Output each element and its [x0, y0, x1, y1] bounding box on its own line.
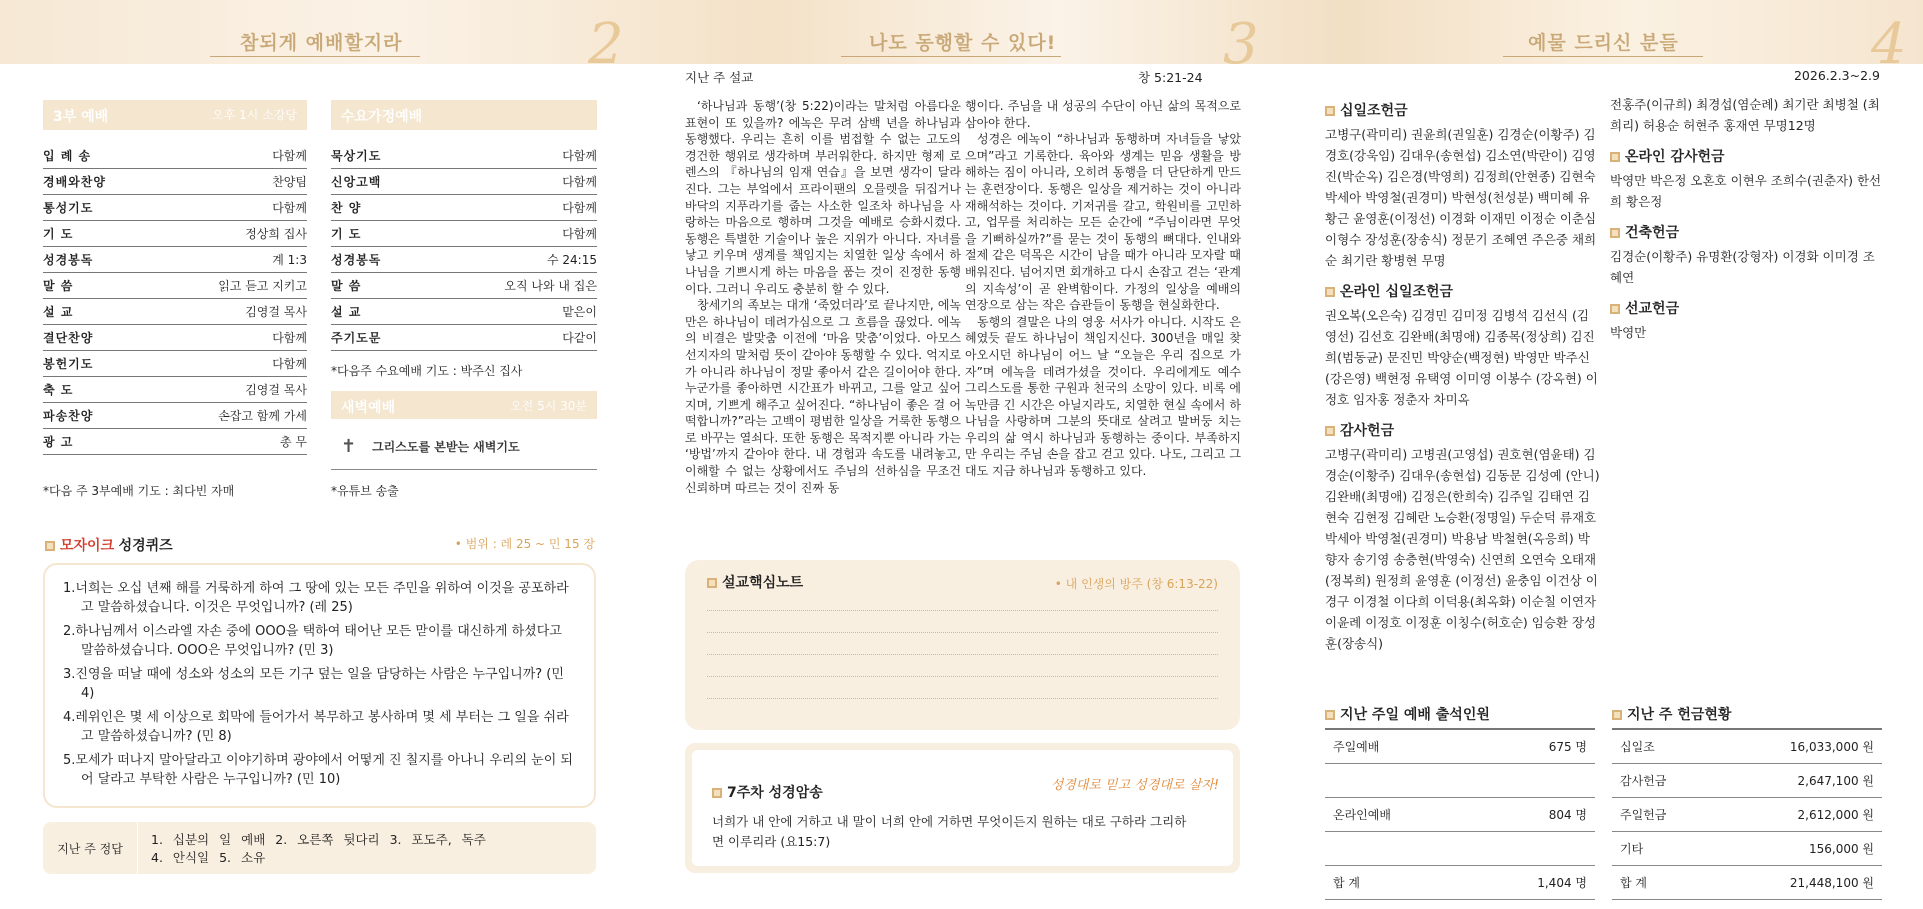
note-line — [707, 632, 1218, 633]
memory-verse-box — [685, 743, 1240, 873]
offering-group-heading — [1610, 146, 1885, 166]
offering-stats-title: 지난 주 헌금현황 — [1627, 707, 1732, 723]
offering-group-title: 온라인 감사헌금 — [1625, 149, 1725, 165]
memory-title: 7주차 성경암송 — [727, 785, 823, 801]
offering-group-title: 감사헌금 — [1340, 423, 1395, 439]
quiz-box — [43, 563, 596, 808]
offering-names: 박영만 박은정 오혼호 이현우 조희수(권춘자) 한선희 황은정 — [1610, 173, 1882, 209]
order-value: 찬양팀 — [272, 175, 307, 189]
attendance-title: 지난 주일 예배 출석인원 — [1340, 707, 1490, 723]
wednesday-note: *다음주 수요예배 기도 : 박주신 집사 — [331, 364, 523, 378]
order-value: 읽고 듣고 지키고 — [218, 279, 307, 293]
quiz-title-group — [45, 535, 173, 555]
order-row — [331, 273, 597, 299]
stat-row — [1325, 832, 1595, 866]
quiz-brand: 모자이크 — [60, 538, 115, 554]
page-title: 예물 드리신 분들 — [1528, 32, 1679, 54]
order-row — [43, 299, 307, 325]
square-bullet-icon — [1610, 152, 1620, 162]
offering-names: 고병구(곽미리) 권윤희(권일훈) 김경순(이황주) 김경호(강욱임) 김대우(송현섭) 김소연(박란이) 김영진(박순옥) 김은경(박영희) 김정희(안현종) 김현숙 박세아 박영철(권경미) 박현성(천성분) 백미혜 유황근 윤영훈(이정선) 이경화 이재민 이정순 이춘심 이형수 장성훈(장송식) 정문기 조혜연 주은중 채희순 최기란 황병현 무명 — [1325, 127, 1597, 268]
offering-table — [1612, 728, 1882, 900]
offering-group-title: 십일조헌금 — [1340, 103, 1408, 119]
sermon-paragraph: ‘하나님과 동행’(창 5:22)이라는 말처럼 아름다운 표현이 또 있을까? 에녹은 무려 삼백 년을 하나님과 동행했다. 우리는 흔히 이를 범접할 수 없는 고도의 경건한 행위로 생각하며 부러워한다. 하지만 형제 로렌스의 『하나님의 임재 연습』을 보면 생각이 달라진다. 그는 부엌에서 프라이팬의 오믈렛을 뒤집거나 바닥의 지푸라기를 줍는 사소한 일조차 하나님을 사랑하는 마음으로 행하며 그것을 예배로 승화시켰다. 동행은 특별한 기술이나 높은 지위가 아니다. 자녀를 낳고 키우며 생계를 책임지는 치열한 일상 속에서 하나님을 기쁘시게 하는 마음을 품는 것이 진정한 동행이다. 그러니 우리도 충분히 할 수 있다. — [685, 99, 961, 296]
page-title: 참되게 예배할지라 — [240, 32, 403, 54]
square-bullet-icon — [1610, 304, 1620, 314]
memory-verse-inner — [692, 750, 1233, 866]
order-row — [43, 403, 307, 429]
dawn-logo — [331, 424, 597, 470]
order-value: 다함께 — [272, 201, 307, 215]
order-row — [43, 325, 307, 351]
order-label: 경배와찬양 — [43, 175, 106, 189]
note-line — [707, 610, 1218, 611]
stat-label: 합 계 — [1333, 876, 1360, 890]
stat-row — [1325, 764, 1595, 798]
answers-line-1: 1. 십분의 일 예배 2. 오른쪽 뒷다리 3. 포도주, 독주 — [151, 832, 486, 847]
title-underline — [210, 56, 420, 57]
order-value: 다함께 — [562, 201, 597, 215]
offering-group-heading — [1325, 100, 1600, 120]
dawn-time: 오전 5시 30분 — [510, 399, 587, 413]
wednesday-header — [331, 100, 597, 130]
stat-row — [1612, 764, 1882, 798]
service3-title: 3부 예배 — [53, 109, 109, 125]
stat-label: 십일조 — [1620, 740, 1655, 754]
square-bullet-icon — [1325, 106, 1335, 116]
answer-label: 지난 주 정답 — [43, 822, 138, 874]
offering-column-2 — [1610, 94, 1885, 353]
notes-title: 설교핵심노트 — [722, 575, 804, 591]
stat-row — [1612, 866, 1882, 900]
order-value: 다함께 — [272, 149, 307, 163]
wednesday-order — [331, 143, 597, 351]
order-label: 봉헌기도 — [43, 357, 94, 371]
order-row — [43, 169, 307, 195]
order-row — [43, 351, 307, 377]
quiz-question: 4.레위인은 몇 세 이상으로 회막에 들어가서 복무하고 봉사하며 몇 세 부터는 그 일을 쉬라고 말씀하셨습니까? (민 8) — [63, 710, 569, 744]
offering-group-heading — [1325, 420, 1600, 440]
dawn-logo-text: 그리스도를 본받는 새벽기도 — [372, 440, 520, 454]
service3-note: *다음 주 3부예배 기도 : 최다빈 자매 — [43, 484, 235, 498]
attendance-table — [1325, 728, 1595, 900]
order-row — [43, 273, 307, 299]
stat-value: 2,647,100 원 — [1797, 774, 1874, 788]
wednesday-title: 수요가정예배 — [341, 109, 423, 125]
order-label: 찬 양 — [331, 201, 362, 215]
page-2-worship — [0, 0, 640, 909]
order-row — [43, 429, 307, 455]
stat-label: 기타 — [1620, 842, 1644, 856]
offering-group-heading — [1610, 298, 1885, 318]
square-bullet-icon — [1325, 426, 1335, 436]
stat-row — [1325, 798, 1595, 832]
notes-title-group — [707, 572, 803, 592]
stat-label: 온라인예배 — [1333, 808, 1391, 822]
memory-title-group — [712, 782, 823, 802]
square-bullet-icon — [712, 788, 722, 798]
sermon-paragraph: 동행의 결말은 나의 영웅 서사가 아니다. 시작도 은혜였듯 끝도 하나님이 책임지신다. 300년을 매일 찾아오시던 하나님이 어느 날 “오늘은 우리 집으로 가자”며 에녹을 데려가셨을 것이다. 우리에게도 예수 그리스도를 통한 구원과 천국의 소망이 있다. 비록 에녹만큼 긴 시간은 아닐지라도, 치열한 현실 속에서 하나님을 사랑하며 그분의 뜻대로 살려고 발버둥 치는 우리의 삶 역시 하나님과 동행하는 중이다. 부족하지만 우리는 주님 손을 잡고 걷고 있다. 나도, 그리고 그대도 지금 하나님과 동행하고 있다. — [965, 314, 1241, 479]
order-row — [331, 195, 597, 221]
order-row — [331, 143, 597, 169]
order-label: 말 씀 — [43, 279, 74, 293]
stat-value: 1,404 명 — [1537, 876, 1587, 890]
quiz-question: 5.모세가 떠나지 말아달라고 이야기하며 광야에서 어떻게 진 칠지를 아나니 우리의 눈이 되어 달라고 부탁한 사람은 누구입니까? (민 10) — [63, 753, 573, 787]
dawn-note: *유튜브 송출 — [331, 484, 399, 498]
note-line — [707, 698, 1218, 699]
order-row — [43, 377, 307, 403]
offering-names: 고병구(곽미리) 고병권(고영섭) 권호현(염윤태) 김경순(이황주) 김대우(송현섭) 김동문 김성예 (안니) 김완배(최명애) 김정은(한희숙) 김주일 김태연 김현숙 김현정 김혜란 노승환(정명일) 두순덕 류재호 박세아 박영철(권경미) 박용남 박철현(옥응희) 박향자 송기영 송층현(박영숙) 신연희 오연숙 오태재(정복희) 원정희 윤영훈 (이정선) 윤충임 이건상 이경구 이경철 이다희 이덕용(최옥화) 이순칠 이연자 이윤례 이정호 이정훈 이칭수(허호순) 임승환 장성훈(장송식) — [1325, 447, 1600, 651]
order-row — [331, 325, 597, 351]
offering-names: 김경순(이황주) 유명환(강형자) 이경화 이미경 조혜연 — [1610, 249, 1875, 285]
square-bullet-icon — [707, 578, 717, 588]
sermon-label: 지난 주 설교 — [685, 70, 754, 85]
stat-label: 주일헌금 — [1620, 808, 1667, 822]
service3-order — [43, 143, 307, 455]
sermon-column-2 — [965, 98, 1241, 480]
offering-names: 전홍주(이규희) 최경섭(염순례) 최기란 최병철 (최희리) 허용순 허현주 홍재연 무명12명 — [1610, 97, 1880, 133]
offering-stats-title-group — [1612, 704, 1731, 724]
order-label: 결단찬양 — [43, 331, 94, 345]
stat-value: 804 명 — [1548, 808, 1587, 822]
title-underline — [1503, 56, 1703, 57]
page-number: 3 — [1223, 12, 1259, 77]
stat-value: 2,612,000 원 — [1797, 808, 1874, 822]
sermon-paragraph: 행이다. 주님을 내 성공의 수단이 아닌 삶의 목적으로 삼아야 한다. — [965, 99, 1241, 130]
offering-group-heading — [1610, 222, 1885, 242]
order-value: 계 1:3 — [272, 253, 307, 267]
order-value: 정상희 집사 — [245, 227, 307, 241]
memory-verse-line-1: 너희가 내 안에 거하고 내 말이 너희 안에 거하면 무엇이든지 원하는 대로 구하라 그리하 — [712, 814, 1187, 829]
offering-group-title: 온라인 십일조헌금 — [1340, 284, 1454, 300]
square-bullet-icon — [1612, 710, 1622, 720]
square-bullet-icon — [1325, 287, 1335, 297]
order-value: 오직 나와 내 집은 — [504, 279, 597, 293]
sermon-column-1 — [685, 98, 961, 496]
order-row — [43, 247, 307, 273]
order-value: 다같이 — [562, 331, 597, 345]
page-number: 2 — [588, 12, 624, 77]
order-label: 성경봉독 — [43, 253, 94, 267]
order-label: 광 고 — [43, 435, 74, 449]
offering-date: 2026.2.3~2.9 — [1793, 68, 1880, 83]
order-value: 수 24:15 — [547, 253, 597, 267]
sermon-paragraph: 창세기의 족보는 대개 ‘죽었더라’로 끝나지만, 에녹만은 하나님이 데려가심으로 그 흐름을 끊었다. 에녹의 비결은 발맞춤 이전에 ‘마음 맞춤’이었다. 아모스 선지자의 말처럼 뜻이 같아야 동행할 수 있다. 억지로가 아니라 하나님이 정말 좋아서 같은 길이어야 한다. 누군가를 좋아하면 시간표가 바뀌고, 그를 알고 싶어지며, 기쁘게 해주고 싶어진다. “하나님이 좋은 걸 어떡합니까?”라는 고백이 평범한 일상을 거룩한 동행으로 바꾸는 열쇠다. 또한 동행은 목적지뿐 아니라 가는 ‘방법’까지 같아야 한다. 내 경험과 속도를 내려놓고, 이해할 수 없는 상황에서도 주님의 선하심을 무조건 신뢰하며 따르는 것이 진짜 동 — [685, 298, 961, 495]
attendance-title-group — [1325, 704, 1490, 724]
dawn-title: 새벽예배 — [341, 400, 396, 416]
square-bullet-icon — [1325, 710, 1335, 720]
order-label: 입 례 송 — [43, 149, 92, 163]
order-row — [331, 299, 597, 325]
offering-group-title: 선교헌금 — [1625, 301, 1680, 317]
stat-value: 16,033,000 원 — [1789, 740, 1874, 754]
note-line — [707, 676, 1218, 677]
order-row — [43, 195, 307, 221]
note-line — [707, 654, 1218, 655]
stat-label: 합 계 — [1620, 876, 1647, 890]
order-label: 주기도문 — [331, 331, 382, 345]
order-row — [331, 247, 597, 273]
stat-label: 주일예배 — [1333, 740, 1380, 754]
sermon-reference: 창 5:21-24 — [1138, 70, 1203, 85]
offering-group-heading — [1325, 281, 1600, 301]
order-value: 총 무 — [280, 435, 307, 449]
memory-tagline: 성경대로 믿고 성경대로 살자! — [1050, 778, 1219, 793]
order-value: 맡은이 — [562, 305, 597, 319]
notes-sub: • 내 인생의 방주 (창 6:13-22) — [1054, 577, 1218, 591]
order-label: 기 도 — [331, 227, 362, 241]
order-label: 묵상기도 — [331, 149, 382, 163]
quiz-range: • 범위 : 레 25 ~ 민 15 장 — [454, 537, 595, 551]
offering-group-title: 건축헌금 — [1625, 225, 1680, 241]
order-label: 기 도 — [43, 227, 74, 241]
order-row — [331, 169, 597, 195]
page-title: 나도 동행할 수 있다! — [869, 32, 1057, 54]
order-row — [331, 221, 597, 247]
sermon-paragraph: 성경은 에녹이 “하나님과 동행하며 자녀들을 낳았으며”라고 기록한다. 육아와 생계는 믿음 생활을 방해하는 짐이 아니라, 오히려 동행을 더 단단하게 만드는 훈련장이다. 동행은 일상을 제거하는 것이 아니라 재해석하는 것이다. 기저귀를 갈고, 학원비를 고민하고, 업무를 처리하는 모든 순간에 “주님이라면 무엇을 기뻐하실까?”를 묻는 것이 동행의 뼈대다. 인내와 절제 같은 덕목은 시간이 남을 때가 아니라 모자랄 때 배워진다. 넘어지면 회개하고 다시 손잡고 걷는 ‘관계의 지속성’이 곧 완벽함이다. 가정의 일상을 예배의 연장으로 삼는 작은 습관들이 동행을 현실화한다. — [965, 132, 1241, 313]
sermon-notes-box — [685, 560, 1240, 730]
service3-time: 오후 1시 소강당 — [212, 108, 297, 122]
page-number: 4 — [1871, 12, 1907, 77]
order-value: 다함께 — [562, 227, 597, 241]
order-label: 축 도 — [43, 383, 74, 397]
quiz-title: 성경퀴즈 — [118, 538, 173, 554]
stat-value: 675 명 — [1548, 740, 1587, 754]
order-value: 김영걸 목사 — [245, 305, 307, 319]
service3-header — [43, 100, 307, 130]
title-underline — [841, 56, 1061, 57]
quiz-question: 3.진영을 떠날 때에 성소와 성소의 모든 기구 덮는 일을 담당하는 사람은 누구입니까? (민 4) — [63, 667, 564, 701]
square-bullet-icon — [45, 541, 55, 551]
memory-verse-line-2: 면 이루리라 (요15:7) — [712, 834, 831, 849]
order-label: 설 교 — [43, 305, 74, 319]
stat-value: 156,000 원 — [1808, 842, 1874, 856]
answers-line-2: 4. 안식일 5. 소유 — [151, 850, 266, 865]
order-label: 신앙고백 — [331, 175, 382, 189]
cross-logo-icon: ✝ — [341, 436, 359, 457]
order-row — [43, 143, 307, 169]
stat-row — [1325, 730, 1595, 764]
order-value: 다함께 — [562, 175, 597, 189]
order-label: 파송찬양 — [43, 409, 94, 423]
dawn-header — [331, 391, 597, 419]
answer-box — [43, 822, 596, 874]
order-label: 말 씀 — [331, 279, 362, 293]
quiz-question: 1.너희는 오십 년째 해를 거룩하게 하여 그 땅에 있는 모든 주민을 위하여 이것을 공포하라고 말씀하셨습니다. 이것은 무엇입니까? (레 25) — [63, 581, 569, 615]
order-value: 다함께 — [272, 331, 307, 345]
order-label: 성경봉독 — [331, 253, 382, 267]
order-value: 손잡고 함께 가세 — [218, 409, 307, 423]
offering-names: 권오복(오은숙) 김경민 김미정 김병석 김선식 (김영선) 김선호 김완배(최명애) 김종목(정상희) 김진희(범동균) 문진민 박양순(백정현) 박영만 박주신(강은영) 백현정 유택영 이미영 이봉수 (강옥현) 이정호 임자홍 정춘자 차미옥 — [1325, 308, 1598, 407]
order-row — [43, 221, 307, 247]
quiz-header — [45, 535, 595, 555]
order-value: 김영걸 목사 — [245, 383, 307, 397]
offering-names: 박영만 — [1610, 325, 1647, 340]
order-label: 통성기도 — [43, 201, 94, 215]
square-bullet-icon — [1610, 228, 1620, 238]
quiz-question: 2.하나님께서 이스라엘 자손 중에 OOO을 택하여 태어난 모든 맏이를 대신하게 하셨다고 말씀하셨습니다. OOO은 무엇입니까? (민 3) — [63, 624, 562, 658]
offering-column-1 — [1325, 94, 1600, 664]
order-value: 다함께 — [272, 357, 307, 371]
stat-row — [1612, 798, 1882, 832]
order-label: 설 교 — [331, 305, 362, 319]
stat-row — [1612, 730, 1882, 764]
stat-value: 21,448,100 원 — [1789, 876, 1874, 890]
order-value: 다함께 — [562, 149, 597, 163]
stat-label: 감사헌금 — [1620, 774, 1667, 788]
stat-row — [1612, 832, 1882, 866]
stat-row — [1325, 866, 1595, 900]
